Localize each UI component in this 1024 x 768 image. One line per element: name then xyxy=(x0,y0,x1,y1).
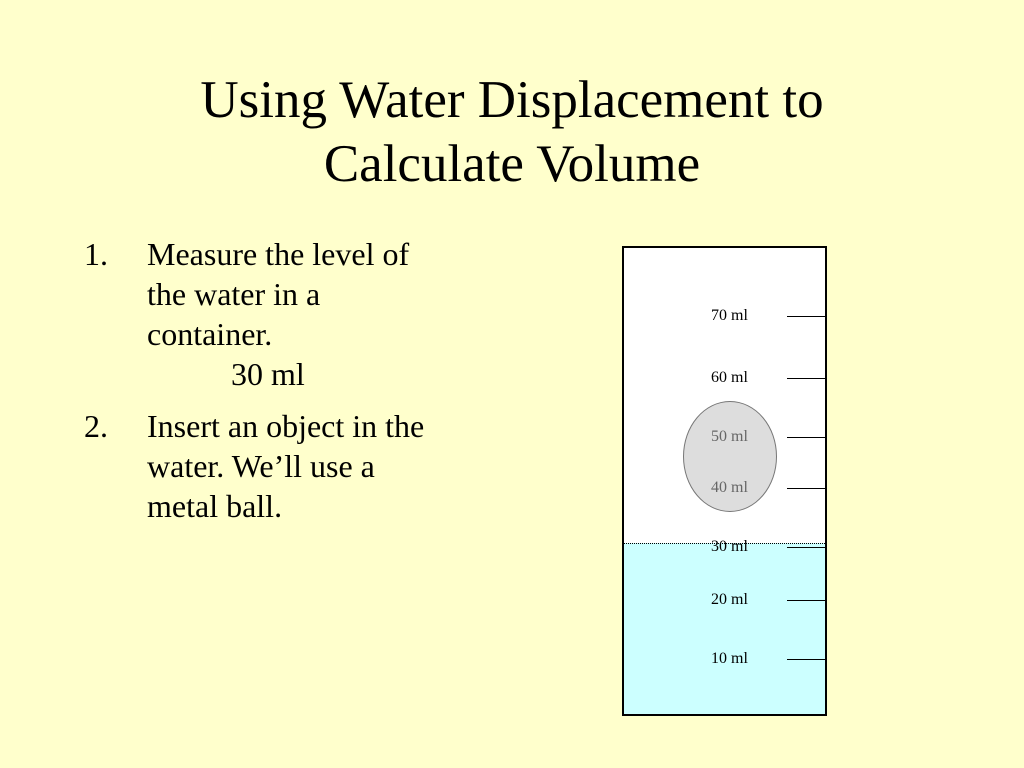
graduation-label: 70 ml xyxy=(711,307,748,324)
graduation-mark-70 xyxy=(624,305,825,327)
graduation-mark-30 xyxy=(624,536,825,558)
graduation-mark-60 xyxy=(624,367,825,389)
slide-title xyxy=(0,68,1024,196)
step-text xyxy=(147,406,514,526)
steps-list xyxy=(84,234,514,538)
water-fill xyxy=(624,543,825,714)
graduation-tick xyxy=(787,488,827,489)
step-text-line: metal ball. xyxy=(147,488,283,524)
graduation-tick xyxy=(787,378,827,379)
step-text-line: Measure the level of xyxy=(147,236,410,272)
graduation-tick xyxy=(787,316,827,317)
graduation-label: 30 ml xyxy=(711,538,748,555)
step-text-line: Insert an object in the xyxy=(147,408,425,444)
graduation-tick xyxy=(787,437,827,438)
graduation-mark-10 xyxy=(624,648,825,670)
step-number: 1. xyxy=(84,236,108,272)
graduation-tick xyxy=(787,600,827,601)
graduation-label: 60 ml xyxy=(711,369,748,386)
graduation-label: 40 ml xyxy=(711,479,748,496)
title-line-1: Using Water Displacement to xyxy=(200,71,824,129)
graduation-label: 20 ml xyxy=(711,591,748,608)
water-level-reading: 30 ml xyxy=(231,356,305,392)
step-text-line: water. We’ll use a xyxy=(147,448,375,484)
graduation-mark-20 xyxy=(624,589,825,611)
graduation-tick xyxy=(787,547,827,548)
graduation-mark-50 xyxy=(624,426,825,448)
step-1 xyxy=(84,234,514,394)
graduation-mark-40 xyxy=(624,477,825,499)
step-text-line: container. xyxy=(147,316,273,352)
step-2 xyxy=(84,406,514,526)
graduation-label: 10 ml xyxy=(711,650,748,667)
step-text xyxy=(147,234,514,394)
graduation-tick xyxy=(787,659,827,660)
graduated-cylinder xyxy=(622,246,827,716)
step-text-line-with-reading xyxy=(147,314,514,394)
step-number: 2. xyxy=(84,408,108,444)
step-text-line: the water in a xyxy=(147,276,321,312)
graduation-label: 50 ml xyxy=(711,428,748,445)
title-line-2: Calculate Volume xyxy=(323,135,701,193)
